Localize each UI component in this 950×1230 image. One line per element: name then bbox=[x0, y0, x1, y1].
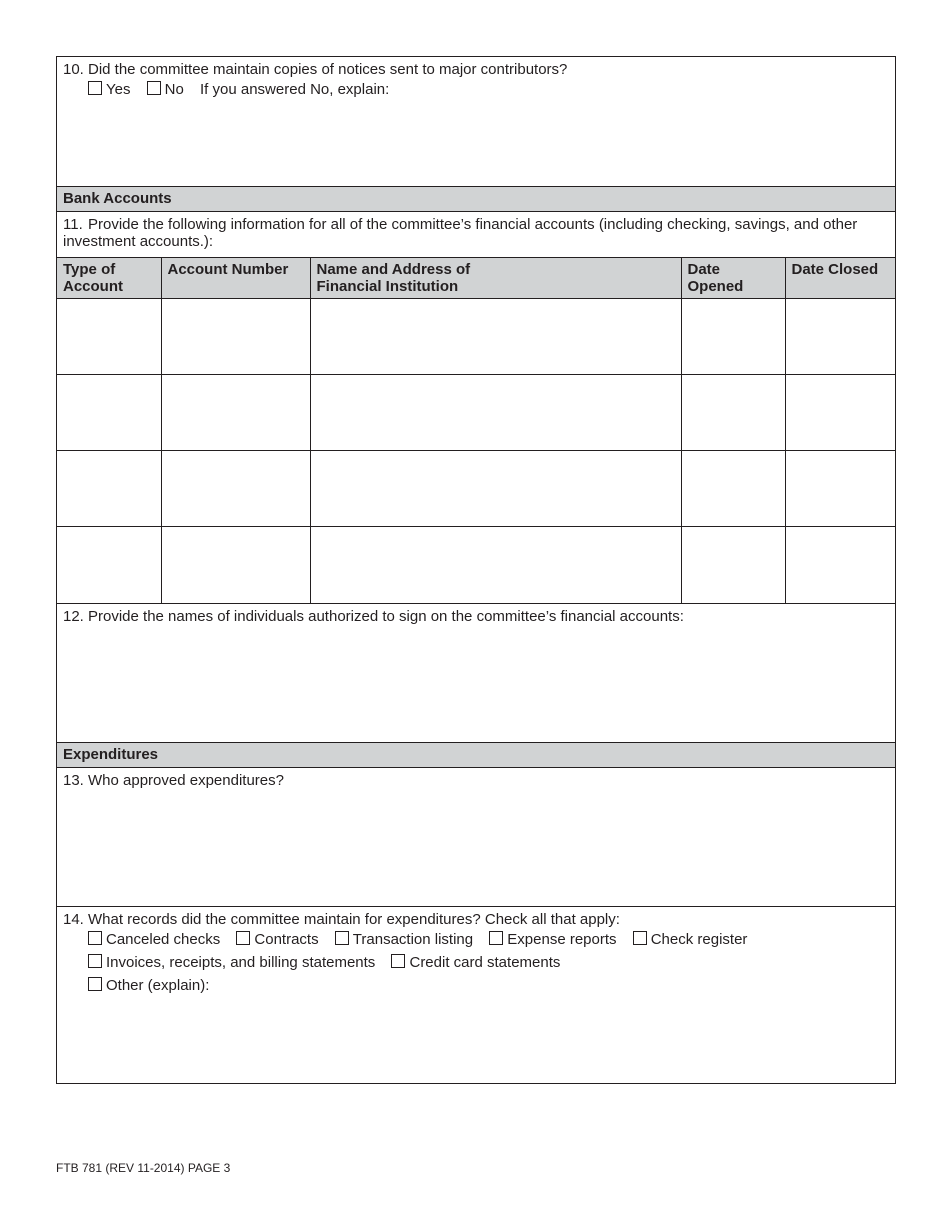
table-row bbox=[57, 451, 895, 527]
q11-question bbox=[57, 212, 895, 250]
expense-reports-option[interactable] bbox=[489, 928, 616, 951]
q14-other-explain-area[interactable] bbox=[57, 997, 895, 1057]
date-opened-cell[interactable] bbox=[681, 527, 785, 603]
institution-cell[interactable] bbox=[310, 451, 681, 527]
q14-number: 14. bbox=[63, 910, 84, 928]
q10-explain-label: If you answered No, explain: bbox=[200, 81, 390, 98]
institution-cell[interactable] bbox=[310, 527, 681, 603]
contracts-option[interactable] bbox=[236, 928, 318, 951]
col-date-closed: Date Closed bbox=[785, 258, 895, 299]
q14-options-row-3 bbox=[57, 974, 895, 997]
accounts-table-header-row bbox=[57, 258, 895, 299]
date-opened-cell[interactable] bbox=[681, 375, 785, 451]
expense-reports-label: Expense reports bbox=[507, 930, 617, 948]
q14-options-row-2 bbox=[57, 951, 895, 974]
q10-options bbox=[57, 78, 895, 101]
canceled-checks-label: Canceled checks bbox=[106, 930, 221, 948]
account-number-cell[interactable] bbox=[161, 375, 310, 451]
account-number-cell[interactable] bbox=[161, 299, 310, 375]
table-row bbox=[57, 375, 895, 451]
q13-answer-area[interactable] bbox=[57, 789, 895, 899]
date-closed-cell[interactable] bbox=[785, 527, 895, 603]
q14-block bbox=[57, 906, 895, 1083]
invoices-option[interactable] bbox=[88, 951, 375, 974]
q12-question bbox=[57, 604, 895, 625]
contracts-label: Contracts bbox=[254, 930, 319, 948]
q13-number: 13. bbox=[63, 771, 84, 789]
q10-explain-area[interactable] bbox=[57, 101, 895, 177]
col-date-opened: Date Opened bbox=[681, 258, 785, 299]
check-register-checkbox[interactable] bbox=[633, 931, 647, 945]
transaction-listing-option[interactable] bbox=[335, 928, 473, 951]
bank-accounts-header: Bank Accounts bbox=[57, 186, 895, 211]
q10-no-option[interactable] bbox=[147, 78, 184, 101]
q12-answer-area[interactable] bbox=[57, 625, 895, 735]
type-cell[interactable] bbox=[57, 451, 161, 527]
q10-yes-label: Yes bbox=[106, 81, 131, 98]
form-page-3 bbox=[56, 56, 896, 1084]
invoices-label: Invoices, receipts, and billing statements bbox=[106, 953, 376, 971]
expenditures-header: Expenditures bbox=[57, 742, 895, 767]
canceled-checks-checkbox[interactable] bbox=[88, 931, 102, 945]
col-type-of-account: Type of Account bbox=[57, 258, 161, 299]
table-row bbox=[57, 299, 895, 375]
q12-number: 12. bbox=[63, 607, 84, 625]
transaction-listing-label: Transaction listing bbox=[352, 930, 474, 948]
q10-question bbox=[57, 57, 895, 78]
date-closed-cell[interactable] bbox=[785, 299, 895, 375]
check-register-label: Check register bbox=[650, 930, 748, 948]
col-account-number: Account Number bbox=[161, 258, 310, 299]
expense-reports-checkbox[interactable] bbox=[489, 931, 503, 945]
q10-text: Did the committee maintain copies of notices sent to major contributors? bbox=[88, 61, 568, 78]
q10-number: 10. bbox=[63, 61, 84, 78]
contracts-checkbox[interactable] bbox=[236, 931, 250, 945]
q10-yes-checkbox[interactable] bbox=[88, 81, 102, 95]
account-number-cell[interactable] bbox=[161, 527, 310, 603]
q11-text: Provide the following information for all of the committee’s financial accounts (including checking, savings, and other investment accounts.): bbox=[63, 216, 858, 250]
q13-text: Who approved expenditures? bbox=[88, 771, 284, 789]
type-cell[interactable] bbox=[57, 375, 161, 451]
date-opened-cell[interactable] bbox=[681, 451, 785, 527]
date-closed-cell[interactable] bbox=[785, 451, 895, 527]
q11-number: 11. bbox=[63, 216, 83, 233]
q10-no-label: No bbox=[164, 81, 184, 98]
col-financial-institution: Name and Address of Financial Institution bbox=[310, 258, 681, 299]
canceled-checks-option[interactable] bbox=[88, 928, 220, 951]
other-option[interactable] bbox=[88, 974, 209, 997]
accounts-table bbox=[57, 257, 895, 603]
transaction-listing-checkbox[interactable] bbox=[335, 931, 349, 945]
type-cell[interactable] bbox=[57, 527, 161, 603]
q12-text: Provide the names of individuals authorized to sign on the committee’s financial accounts: bbox=[88, 607, 684, 625]
other-label: Other (explain): bbox=[106, 976, 210, 994]
invoices-checkbox[interactable] bbox=[88, 954, 102, 968]
q13-block bbox=[57, 767, 895, 906]
form-footer: FTB 781 (REV 11-2014) PAGE 3 bbox=[56, 1161, 231, 1175]
other-checkbox[interactable] bbox=[88, 977, 102, 991]
institution-cell[interactable] bbox=[310, 375, 681, 451]
q13-question bbox=[57, 768, 895, 789]
q11-block bbox=[57, 211, 895, 257]
q10-block bbox=[57, 57, 895, 186]
date-opened-cell[interactable] bbox=[681, 299, 785, 375]
credit-card-checkbox[interactable] bbox=[391, 954, 405, 968]
q14-options-row-1 bbox=[57, 928, 895, 951]
credit-card-label: Credit card statements bbox=[409, 953, 561, 971]
check-register-option[interactable] bbox=[633, 928, 748, 951]
institution-cell[interactable] bbox=[310, 299, 681, 375]
q14-question bbox=[57, 907, 895, 928]
credit-card-option[interactable] bbox=[391, 951, 560, 974]
date-closed-cell[interactable] bbox=[785, 375, 895, 451]
q10-no-checkbox[interactable] bbox=[147, 81, 161, 95]
type-cell[interactable] bbox=[57, 299, 161, 375]
q12-block bbox=[57, 603, 895, 742]
q10-yes-option[interactable] bbox=[88, 78, 130, 101]
table-row bbox=[57, 527, 895, 603]
account-number-cell[interactable] bbox=[161, 451, 310, 527]
q14-text: What records did the committee maintain for expenditures? Check all that apply: bbox=[88, 910, 620, 928]
